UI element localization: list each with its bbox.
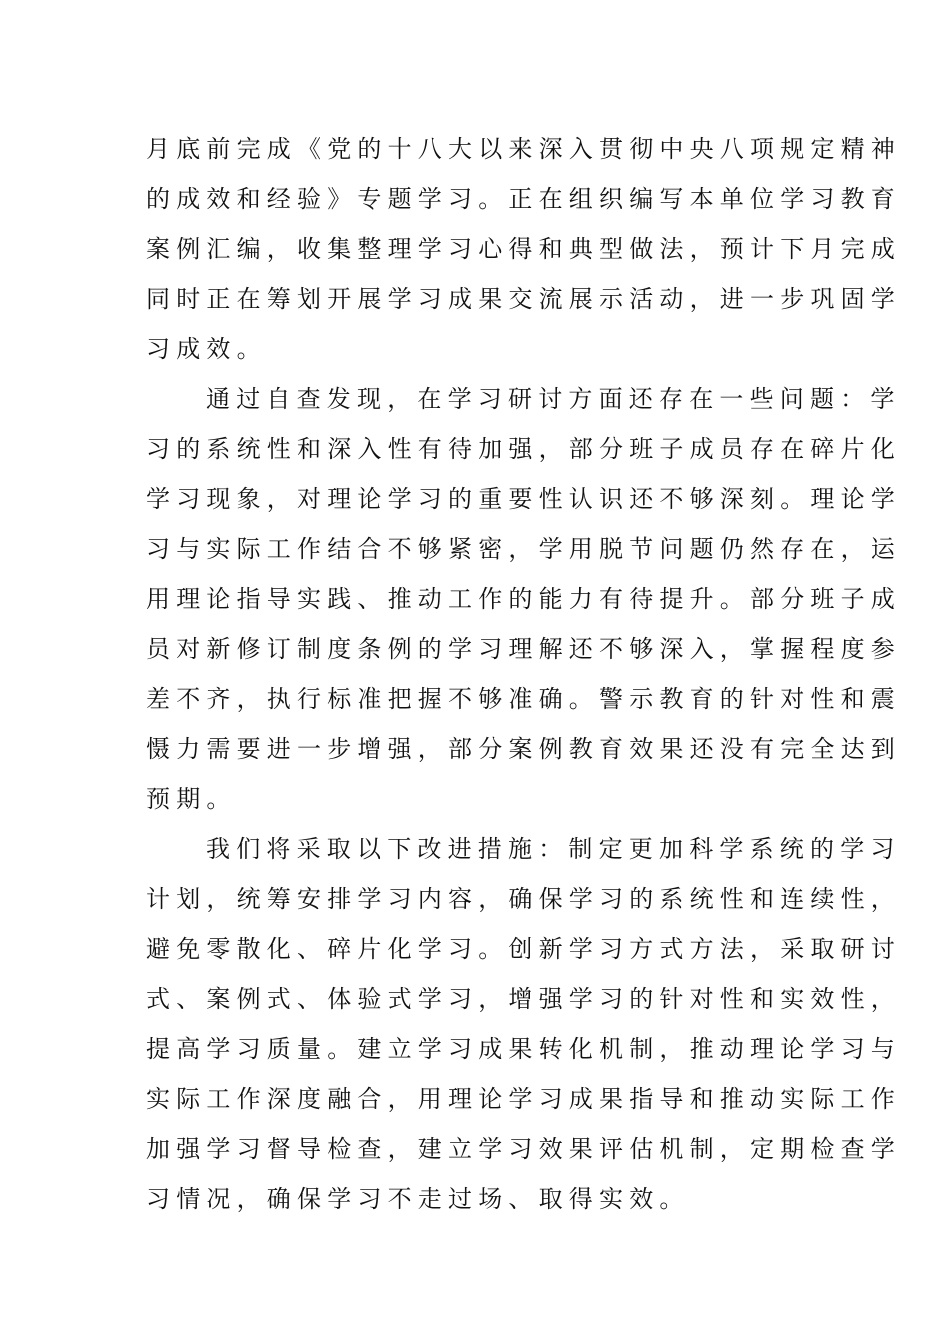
- paragraph-line: 差不齐，执行标准把握不够准确。警示教育的针对性和震: [146, 685, 901, 713]
- paragraph-line: 计划，统筹安排学习内容，确保学习的系统性和连续性，: [146, 885, 901, 913]
- paragraph-line: 案例汇编，收集整理学习心得和典型做法，预计下月完成: [146, 235, 901, 263]
- document-body: [146, 124, 901, 1224]
- paragraph-line: 习与实际工作结合不够紧密，学用脱节问题仍然存在，运: [146, 535, 901, 563]
- paragraph-2: [146, 374, 901, 824]
- paragraph-line: 学习现象，对理论学习的重要性认识还不够深刻。理论学: [146, 485, 901, 513]
- paragraph-line: 同时正在筹划开展学习成果交流展示活动，进一步巩固学: [146, 285, 901, 313]
- paragraph-line: 月底前完成《党的十八大以来深入贯彻中央八项规定精神: [146, 135, 901, 163]
- paragraph-line: 预期。: [146, 785, 237, 813]
- paragraph-line: 实际工作深度融合，用理论学习成果指导和推动实际工作: [146, 1085, 901, 1113]
- paragraph-line: 加强学习督导检查，建立学习效果评估机制，定期检查学: [146, 1135, 901, 1163]
- paragraph-line: 员对新修订制度条例的学习理解还不够深入，掌握程度参: [146, 635, 901, 663]
- paragraph-line: 式、案例式、体验式学习，增强学习的针对性和实效性，: [146, 985, 901, 1013]
- paragraph-line: 用理论指导实践、推动工作的能力有待提升。部分班子成: [146, 585, 901, 613]
- paragraph-line: 习的系统性和深入性有待加强，部分班子成员存在碎片化: [146, 435, 901, 463]
- paragraph-line: 的成效和经验》专题学习。正在组织编写本单位学习教育: [146, 185, 901, 213]
- paragraph-3: [146, 824, 901, 1224]
- paragraph-line: 通过自查发现，在学习研讨方面还存在一些问题：学: [206, 385, 901, 413]
- paragraph-line: 避免零散化、碎片化学习。创新学习方式方法，采取研讨: [146, 935, 901, 963]
- paragraph-line: 慑力需要进一步增强，部分案例教育效果还没有完全达到: [146, 735, 901, 763]
- paragraph-line: 习情况，确保学习不走过场、取得实效。: [146, 1185, 690, 1213]
- paragraph-line: 习成效。: [146, 335, 267, 363]
- paragraph-line: 提高学习质量。建立学习成果转化机制，推动理论学习与: [146, 1035, 901, 1063]
- paragraph-line: 我们将采取以下改进措施：制定更加科学系统的学习: [206, 835, 901, 863]
- paragraph-1: [146, 124, 901, 374]
